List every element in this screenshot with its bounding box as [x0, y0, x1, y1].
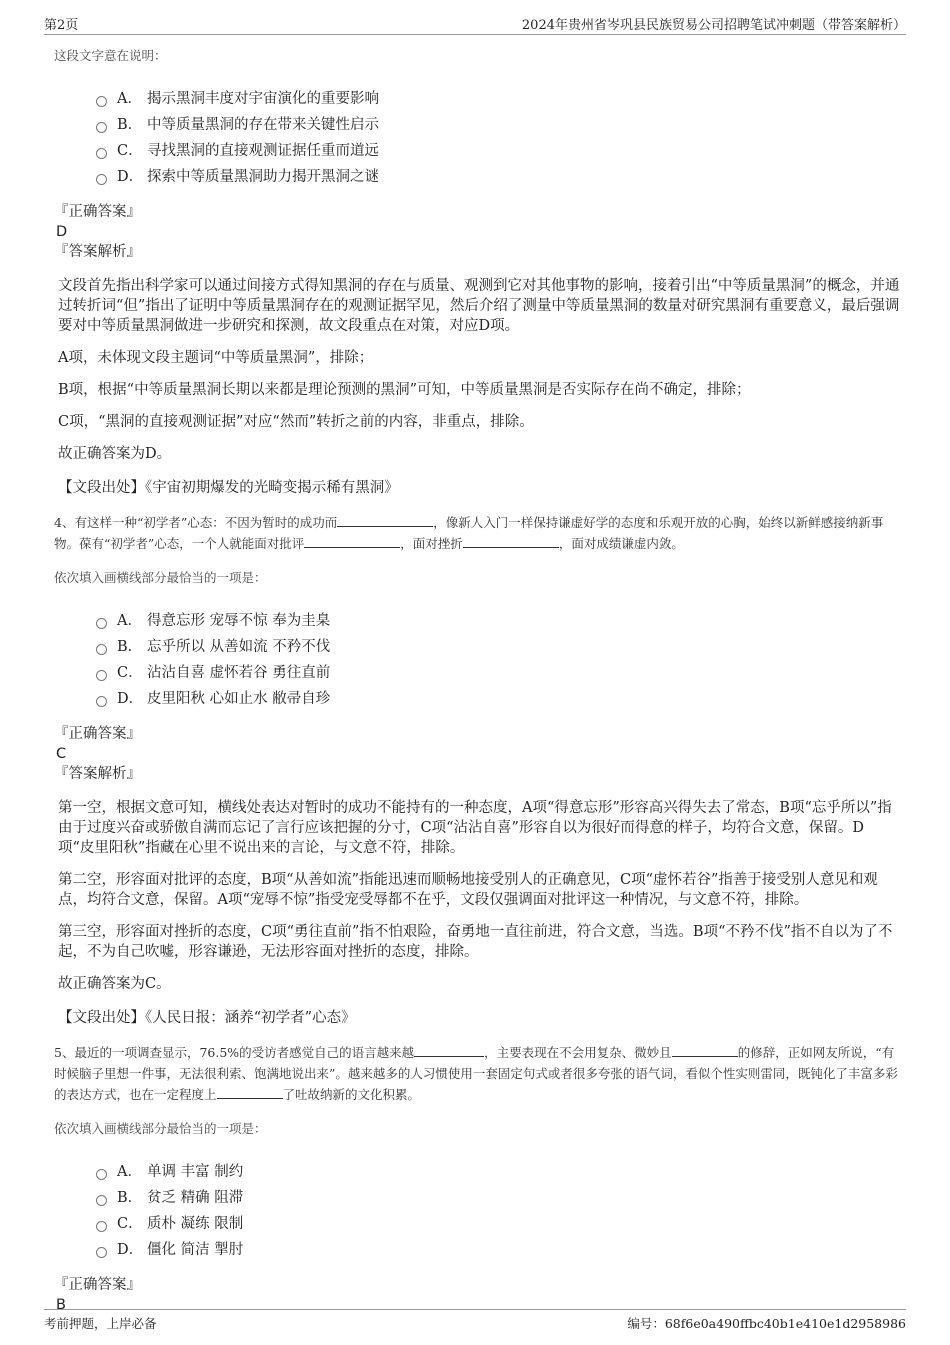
fill-blank[interactable] — [304, 534, 400, 548]
q3-options — [96, 86, 900, 190]
q3-option-a[interactable]: A． 揭示黑洞丰度对宇宙演化的重要影响 — [96, 86, 900, 112]
q4-analysis-label: 『答案解析』 — [54, 766, 141, 782]
footer-slogan: 考前押题，上岸必备 — [44, 1316, 157, 1331]
document-id: 编号：68f6e0a490ffbc40b1e410e1d2958986 — [627, 1316, 906, 1331]
q3-answer-label: 『正确答案』 — [54, 204, 141, 220]
radio-icon[interactable] — [96, 148, 107, 159]
q4-option-a[interactable]: A． 得意忘形 宠辱不惊 奉为圭臬 — [96, 608, 900, 634]
document-title: 2024年贵州省岑巩县民族贸易公司招聘笔试冲刺题（带答案解析） — [521, 18, 906, 33]
fill-blank[interactable] — [463, 534, 559, 548]
radio-icon[interactable] — [96, 618, 107, 629]
page-header — [44, 12, 906, 35]
q5-answer-label: 『正确答案』 — [54, 1277, 141, 1293]
analysis-paragraph: 文段首先指出科学家可以通过间接方式得知黑洞的存在与质量、观测到它对其他事物的影响，接着引出“中等质量黑洞”的概念，并通过转折词“但”指出了证明中等质量黑洞存在的观测证据罕见，然后介绍了测量中等质量黑洞的数量对研究黑洞有重要意义，最后强调要对中等质量黑洞做进一步研究和探测，故文段重点在对策，对应D项。 — [58, 278, 900, 334]
q4-stem: 4、有这样一种“初学者”心态：不因为暂时的成功而 ，像新人入门一样保持谦虚好学的态度和乐观开放的心胸，始终以新鲜感接纳新事物。葆有“初学者”心态，一个人就能面对批评 ，面对挫折 ，面对成绩谦虚内敛。 — [54, 515, 884, 551]
radio-icon[interactable] — [96, 670, 107, 681]
radio-icon[interactable] — [96, 96, 107, 107]
page-footer — [44, 1309, 906, 1332]
q5-option-b[interactable]: B． 贫乏 精确 阻滞 — [96, 1185, 900, 1211]
q4-option-d[interactable]: D． 皮里阳秋 心如止水 敝帚自珍 — [96, 686, 900, 712]
page-number: 第2页 — [44, 18, 79, 33]
q4-option-c[interactable]: C． 沾沾自喜 虚怀若谷 勇往直前 — [96, 660, 900, 686]
q3-analysis — [58, 276, 900, 464]
q3-option-c[interactable]: C． 寻找黑洞的直接观测证据任重而道远 — [96, 138, 900, 164]
fill-blank[interactable] — [337, 513, 433, 527]
q4-source: 【文段出处】《人民日报：涵养“初学者”心态》 — [58, 1010, 356, 1026]
analysis-paragraph: 第一空，根据文意可知，横线处表达对暂时的成功不能持有的一种态度，A项“得意忘形”形容高兴得失去了常态，B项“忘乎所以”指由于过度兴奋或骄傲自满而忘记了言行应该把握的分寸，C项“沾沾自喜”形容自以为很好而得意的样子，均符合文意，保留。D项“皮里阳秋”指藏在心里不说出来的言论，与文意不符，排除。 — [58, 800, 892, 856]
radio-icon[interactable] — [96, 1247, 107, 1258]
q4-option-b[interactable]: B． 忘乎所以 从善如流 不矜不伐 — [96, 634, 900, 660]
q5-options — [96, 1159, 900, 1263]
q3-prompt: 这段文字意在说明： — [54, 48, 167, 63]
analysis-paragraph: C项，“黑洞的直接观测证据”对应“然而”转折之前的内容，非重点，排除。 — [58, 414, 534, 430]
q3-source: 【文段出处】《宇宙初期爆发的光畸变揭示稀有黑洞》 — [58, 480, 399, 496]
q5-answer: B — [56, 1297, 66, 1313]
q5-option-c[interactable]: C． 质朴 凝练 限制 — [96, 1211, 900, 1237]
fill-blank[interactable] — [414, 1043, 484, 1057]
q4-answer-label: 『正确答案』 — [54, 726, 141, 742]
radio-icon[interactable] — [96, 1169, 107, 1180]
analysis-paragraph: B项，根据“中等质量黑洞长期以来都是理论预测的黑洞”可知，中等质量黑洞是否实际存在尚不确定，排除； — [58, 382, 751, 398]
q4-answer: C — [56, 746, 67, 762]
analysis-paragraph: A项，未体现文段主题词“中等质量黑洞”，排除； — [58, 350, 374, 366]
analysis-paragraph: 故正确答案为C。 — [58, 976, 171, 992]
analysis-paragraph: 故正确答案为D。 — [58, 446, 172, 462]
analysis-paragraph: 第三空，形容面对挫折的态度，C项“勇往直前”指不怕艰险，奋勇地一直往前进，符合文意，当选。B项“不矜不伐”指不自以为了不起，不为自己吹嘘，形容谦逊，无法形容面对挫折的态度，排除。 — [58, 924, 893, 960]
q4-options — [96, 608, 900, 712]
q5-option-d[interactable]: D． 僵化 简洁 掣肘 — [96, 1237, 900, 1263]
q3-analysis-label: 『答案解析』 — [54, 244, 141, 260]
radio-icon[interactable] — [96, 696, 107, 707]
analysis-paragraph: 第二空，形容面对批评的态度，B项“从善如流”指能迅速而顺畅地接受别人的正确意见，C项“虚怀若谷”指善于接受别人意见和观点，均符合文意，保留。A项“宠辱不惊”指受宠受辱都不在乎，文段仅强调面对批评这一种情况，与文意不符，排除。 — [58, 872, 878, 908]
radio-icon[interactable] — [96, 174, 107, 185]
radio-icon[interactable] — [96, 122, 107, 133]
q5-option-a[interactable]: A． 单调 丰富 制约 — [96, 1159, 900, 1185]
q5-stem: 5、最近的一项调查显示，76.5%的受访者感觉自己的语言越来越 ，主要表现在不会用复杂、微妙且 的修辞，正如网友所说，“有时候脑子里想一件事，无法很利索、饱满地说出来”。越来越多的人习惯使用一套固定句式或者很多夸张的语气词，看似个性实则雷同，既钝化了丰富多彩的表达方式，也在一定程度上 了吐故纳新的文化积累。 — [54, 1045, 898, 1102]
fill-blank[interactable] — [217, 1085, 283, 1099]
q4-analysis — [58, 798, 900, 994]
q4-prompt: 依次填入画横线部分最恰当的一项是： — [54, 570, 267, 585]
q3-option-d[interactable]: D． 探索中等质量黑洞助力揭开黑洞之谜 — [96, 164, 900, 190]
fill-blank[interactable] — [672, 1043, 738, 1057]
q5-prompt: 依次填入画横线部分最恰当的一项是： — [54, 1121, 267, 1136]
radio-icon[interactable] — [96, 644, 107, 655]
main-content — [54, 46, 900, 1315]
q3-option-b[interactable]: B． 中等质量黑洞的存在带来关键性启示 — [96, 112, 900, 138]
q3-answer: D — [56, 224, 68, 240]
radio-icon[interactable] — [96, 1221, 107, 1232]
radio-icon[interactable] — [96, 1195, 107, 1206]
